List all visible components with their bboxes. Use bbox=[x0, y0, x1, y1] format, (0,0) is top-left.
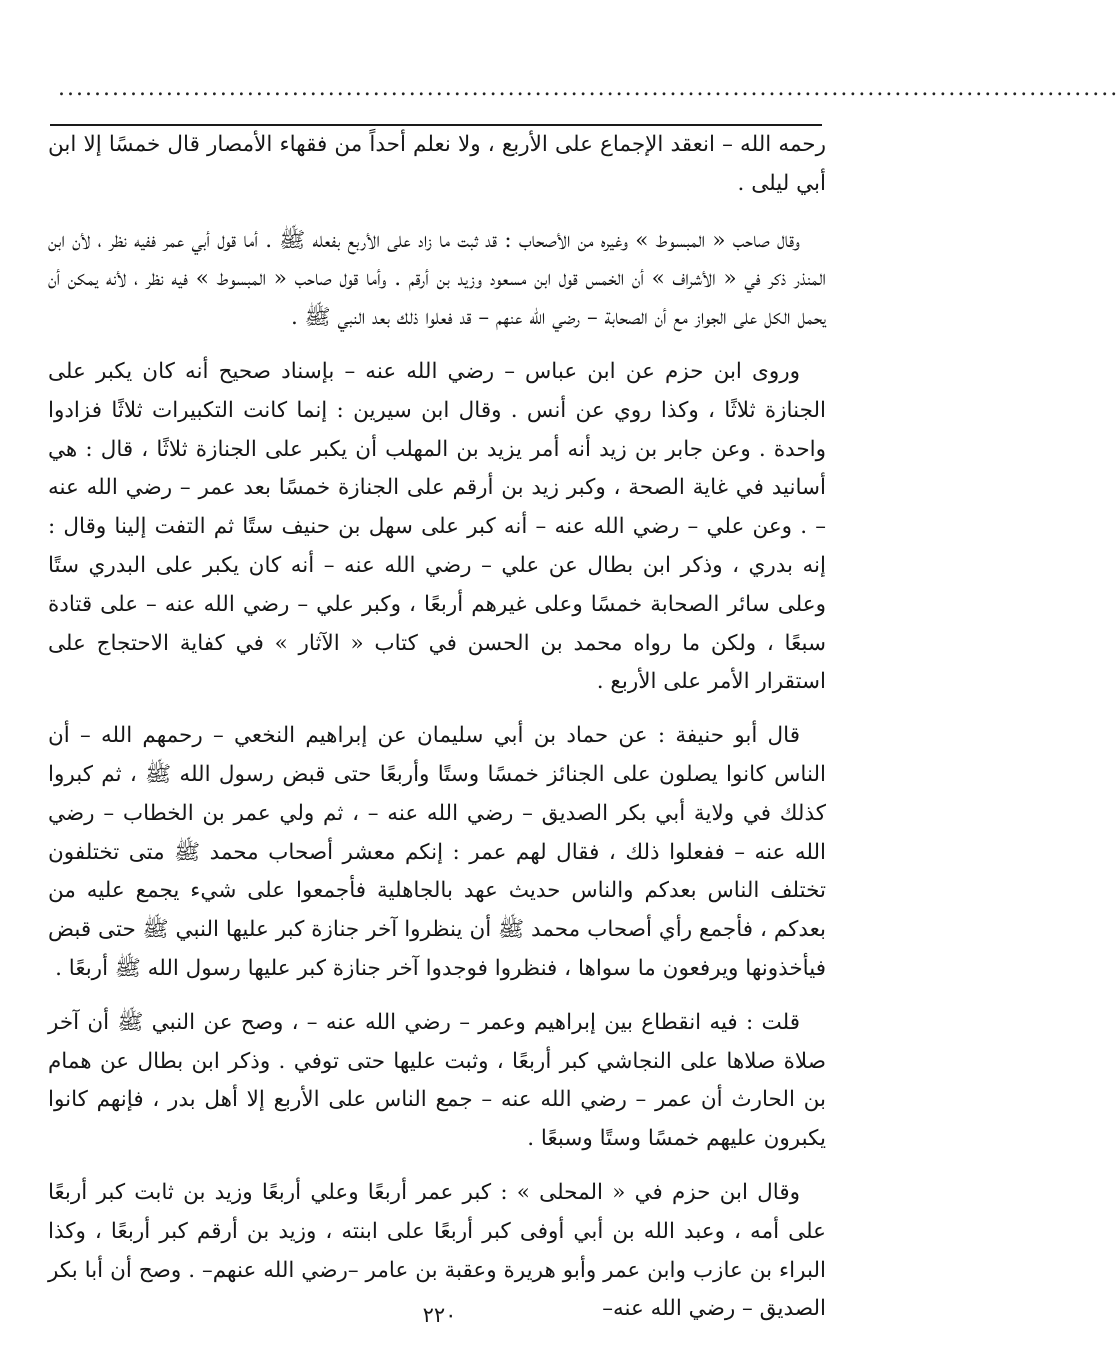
top-dotted-line: ...................................................................................................................... bbox=[58, 76, 1119, 101]
paragraph-qultu: قلت : فيه انقطاع بين إبراهيم وعمر – رضي الله عنه – ، وصح عن النبي ﷺ أن آخر صلاة صلاها على النجاشي كبر أربعًا ، وثبت عليها حتى توفي . وذكر ابن بطال عن همام بن الحارث أن عمر – رضي الله عنه – جمع الناس على الأربع إلا أهل بدر ، فإنهم كانوا يكبرون عليهم خمسًا وستًا وسبعًا . bbox=[48, 1009, 826, 1152]
paragraph-muhalla: وقال ابن حزم في « المحلى » : كبر عمر أربعًا وعلي أربعًا وزيد بن ثابت كبر أربعًا على أمه ، وعبد الله بن أبي أوفى كبر أربعًا على ابنته ، وزيد بن أرقم كبر أربعًا ، وكذا البراء بن عازب وابن عمر وأبو هريرة وعقبة بن عامر –رضي الله عنهم– . وصح أن أبا بكر الصديق – رضي الله عنه– bbox=[48, 1179, 826, 1322]
page-body bbox=[48, 126, 826, 1344]
page-number: ٢٢٠ bbox=[422, 1303, 457, 1327]
paragraph-continuation: رحمه الله – انعقد الإجماع على الأربع ، ولا نعلم أحداً من فقهاء الأمصار قال خمسًا إلا ابن أبي ليلى . bbox=[48, 132, 826, 196]
paragraph-abu-hanifa: قال أبو حنيفة : عن حماد بن أبي سليمان عن إبراهيم النخعي – رحمهم الله – أن الناس كانوا يصلون على الجنائز خمسًا وستًا وأربعًا حتى قبض رسول الله ﷺ ، ثم كبروا كذلك في ولاية أبي بكر الصديق – رضي الله عنه – ، ثم ولي عمر بن الخطاب – رضي الله عنه – ففعلوا ذلك ، فقال لهم عمر : إنكم معشر أصحاب محمد ﷺ متى تختلفون تختلف الناس بعدكم والناس حديث عهد بالجاهلية فأجمعوا على شيء يجمع عليه من بعدكم ، فأجمع رأي أصحاب محمد ﷺ أن ينظروا آخر جنازة كبر عليها النبي ﷺ حتى قبض فيأخذونها ويرفعون ما سواها ، فنظروا فوجدوا آخر جنازة كبر عليها رسول الله ﷺ أربعًا . bbox=[48, 723, 826, 981]
paragraph-mabsut: وقال صاحب « المبسوط » وغيره من الأصحاب : قد ثبت ما زاد على الأربع بفعله ﷺ . أما قول أبي عمر ففيه نظر ، لأن ابن المنذر ذكر في « الأشراف » أن الخمس قول ابن مسعود وزيد بن أرقم . وأما قول صاحب « المبسوط » فيه نظر ، لأنه يمكن أن يحمل الكل على الجواز مع أن الصحابة – رضي الله عنهم – قد فعلوا ذلك بعد النبي ﷺ . bbox=[48, 227, 826, 331]
paragraph-ibn-hazm: وروى ابن حزم عن ابن عباس – رضي الله عنه – بإسناد صحيح أنه كان يكبر على الجنازة ثلاثًا ، وكذا روي عن أنس . وقال ابن سيرين : إنما كانت التكبيرات ثلاثًا فزادوا واحدة . وعن جابر بن زيد أنه أمر يزيد بن المهلب أن يكبر على الجنازة ثلاثًا ، قال : هي أسانيد في غاية الصحة ، وكبر زيد بن أرقم على الجنازة خمسًا بعد عمر – رضي الله عنه – . وعن علي – رضي الله عنه – أنه كبر على سهل بن حنيف ستًا ثم التفت إلينا وقال : إنه بدري ، وذكر ابن بطال عن علي – رضي الله عنه – أنه كان يكبر على البدري ستًا وعلى سائر الصحابة خمسًا وعلى غيرهم أربعًا ، وكبر علي – رضي الله عنه – على قتادة سبعًا ، ولكن ما رواه محمد بن الحسن في كتاب « الآثار » في كفاية الاحتجاج على استقرار الأمر على الأربع . bbox=[48, 358, 826, 695]
